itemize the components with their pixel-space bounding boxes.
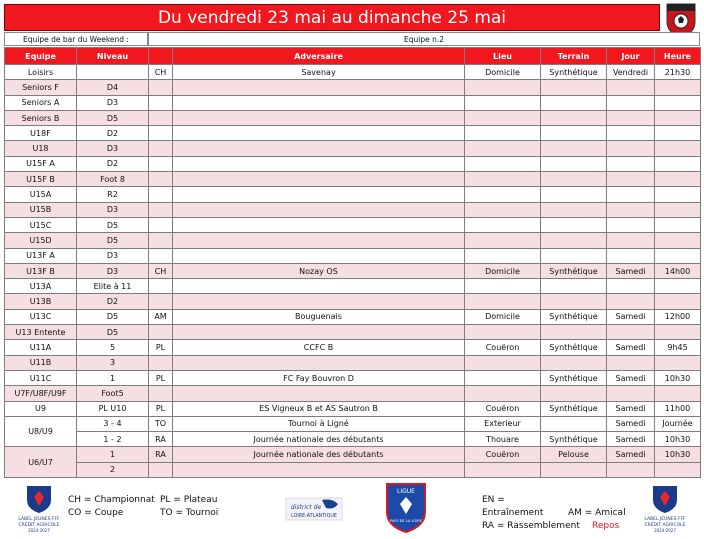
table-row [5,279,701,294]
cell-adversaire [173,187,465,202]
cell-code [149,126,173,141]
cell-jour [607,95,655,110]
cell-jour [607,110,655,125]
cell-adversaire [173,110,465,125]
cell-equipe: U18 [5,141,77,156]
cell-jour [607,325,655,340]
cell-jour [607,279,655,294]
table-row [5,233,701,248]
cell-niveau: Foot 8 [77,172,149,187]
cell-jour: Samedi [607,340,655,355]
cell-lieu: Domicile [465,263,541,278]
cell-lieu: Domicile [465,65,541,80]
cell-equipe: U15F B [5,172,77,187]
table-row [5,248,701,263]
svg-text:2024-2027: 2024-2027 [28,528,50,533]
cell-jour [607,172,655,187]
cell-adversaire [173,462,465,477]
legend-en: EN = Entraînement [482,495,544,518]
cell-niveau: D2 [77,156,149,171]
svg-text:LABEL JEUNES FFF: LABEL JEUNES FFF [644,517,686,522]
cell-niveau: D5 [77,217,149,232]
svg-text:PAYS DE LA LOIRE: PAYS DE LA LOIRE [389,519,423,523]
cell-adversaire [173,126,465,141]
cell-lieu [465,217,541,232]
cell-jour [607,248,655,263]
fff-label-logo-right [644,484,686,536]
cell-lieu [465,141,541,156]
cell-terrain [541,126,607,141]
cell-code: CH [149,65,173,80]
cell-niveau: D5 [77,325,149,340]
cell-equipe: U15F A [5,156,77,171]
cell-jour: Samedi [607,432,655,447]
cell-niveau: D3 [77,95,149,110]
legend-pl: PL = Plateau [160,495,218,505]
cell-code [149,325,173,340]
cell-code [149,110,173,125]
cell-equipe: U15D [5,233,77,248]
cell-code [149,80,173,95]
cell-lieu: Exterieur [465,416,541,431]
legend-left [68,494,218,520]
cell-niveau: Foot5 [77,386,149,401]
cell-heure [655,325,701,340]
col-header-equipe: Equipe [5,48,77,65]
col-header-code [149,48,173,65]
table-row [5,432,701,447]
cell-lieu: Thouare [465,432,541,447]
cell-terrain [541,248,607,263]
district-loire-atlantique-logo [286,494,342,524]
legend-am: AM = Amical [568,508,626,518]
cell-lieu [465,386,541,401]
cell-niveau [77,65,149,80]
cell-niveau: R2 [77,187,149,202]
cell-terrain [541,110,607,125]
cell-adversaire [173,202,465,217]
cell-code [149,156,173,171]
col-header-heure: Heure [655,48,701,65]
cell-terrain [541,202,607,217]
cell-lieu [465,462,541,477]
cell-code [149,355,173,370]
table-row [5,309,701,324]
cell-niveau: 2 [77,462,149,477]
col-header-adversaire: Adversaire [173,48,465,65]
cell-code [149,187,173,202]
cell-code [149,248,173,263]
cell-terrain: Synthétique [541,370,607,385]
cell-heure: 9h45 [655,340,701,355]
cell-adversaire: ES Vigneux B et AS Sautron B [173,401,465,416]
table-row [5,110,701,125]
cell-heure: 21h30 [655,65,701,80]
cell-equipe: U13A [5,279,77,294]
cell-heure [655,141,701,156]
cell-niveau: D3 [77,263,149,278]
cell-heure [655,217,701,232]
cell-lieu [465,294,541,309]
cell-lieu [465,370,541,385]
cell-terrain [541,80,607,95]
svg-text:LIGUE: LIGUE [397,488,415,495]
cell-lieu [465,248,541,263]
footer [0,478,704,539]
cell-niveau: 1 [77,447,149,462]
cell-adversaire [173,294,465,309]
svg-text:CRÉDIT AGRICOLE: CRÉDIT AGRICOLE [644,523,686,528]
cell-code [149,462,173,477]
cell-code: PL [149,401,173,416]
cell-lieu [465,95,541,110]
table-row [5,156,701,171]
page-title: Du vendredi 23 mai au dimanche 25 mai [4,4,660,31]
cell-equipe: U8/U9 [5,416,77,447]
table-row [5,172,701,187]
cell-equipe: Seniors B [5,110,77,125]
cell-equipe: U15B [5,202,77,217]
cell-code: PL [149,340,173,355]
cell-lieu [465,202,541,217]
cell-equipe: U11B [5,355,77,370]
col-header-jour: Jour [607,48,655,65]
cell-lieu [465,172,541,187]
cell-adversaire [173,172,465,187]
svg-text:LOIRE-ATLANTIQUE: LOIRE-ATLANTIQUE [291,514,337,519]
table-row [5,462,701,477]
cell-adversaire: Tournoi à Ligné [173,416,465,431]
cell-terrain [541,156,607,171]
cell-code [149,294,173,309]
cell-equipe: U13C [5,309,77,324]
cell-equipe: Loisirs [5,65,77,80]
cell-heure [655,279,701,294]
cell-terrain [541,187,607,202]
cell-jour: Samedi [607,263,655,278]
cell-terrain [541,217,607,232]
cell-jour [607,386,655,401]
cell-adversaire [173,325,465,340]
cell-terrain: Synthétique [541,65,607,80]
cell-adversaire: CCFC B [173,340,465,355]
cell-terrain [541,172,607,187]
cell-heure: 10h30 [655,432,701,447]
cell-lieu: Couëron [465,340,541,355]
cell-equipe: Seniors F [5,80,77,95]
cell-terrain [541,95,607,110]
table-row [5,202,701,217]
cell-jour [607,462,655,477]
fff-label-logo-left [18,484,60,536]
cell-heure [655,80,701,95]
table-row [5,263,701,278]
fff-logo-text: LABEL JEUNES FFF [18,517,60,522]
cell-heure: 12h00 [655,309,701,324]
cell-heure [655,95,701,110]
cell-lieu [465,325,541,340]
cell-code [149,141,173,156]
table-row [5,217,701,232]
cell-niveau: D2 [77,126,149,141]
cell-heure: Journée [655,416,701,431]
table-row [5,294,701,309]
cell-niveau: 1 [77,370,149,385]
table-row [5,325,701,340]
cell-niveau: D2 [77,294,149,309]
cell-terrain [541,462,607,477]
cell-lieu [465,126,541,141]
cell-equipe: U18F [5,126,77,141]
cell-adversaire: Nozay OS [173,263,465,278]
cell-heure: 14h00 [655,263,701,278]
schedule-table [4,47,701,478]
legend-co: CO = Coupe [68,508,124,518]
cell-code: PL [149,370,173,385]
cell-lieu [465,279,541,294]
cell-heure [655,110,701,125]
cell-lieu [465,110,541,125]
cell-code [149,217,173,232]
cell-adversaire: Journée nationale des débutants [173,447,465,462]
cell-jour: Samedi [607,401,655,416]
cell-heure [655,248,701,263]
cell-equipe: U11A [5,340,77,355]
cell-terrain [541,355,607,370]
legend-right [482,494,626,533]
cell-terrain: Synthétique [541,432,607,447]
cell-lieu: Domicile [465,309,541,324]
weekend-bar-team-label: Equipe de bar du Weekend : [4,32,148,46]
cell-adversaire [173,386,465,401]
cell-code: RA [149,432,173,447]
cell-terrain [541,294,607,309]
cell-adversaire [173,233,465,248]
cell-code [149,233,173,248]
team-number-label: Equipe n.2 [148,32,700,46]
cell-code [149,386,173,401]
cell-heure [655,172,701,187]
cell-heure [655,462,701,477]
cell-adversaire [173,95,465,110]
cell-adversaire [173,355,465,370]
cell-jour [607,355,655,370]
col-header-terrain: Terrain [541,48,607,65]
cell-heure: 11h00 [655,401,701,416]
cell-niveau: 3 - 4 [77,416,149,431]
cell-jour: Samedi [607,370,655,385]
cell-terrain: Synthétique [541,401,607,416]
cell-jour [607,233,655,248]
cell-equipe: U11C [5,370,77,385]
legend-to: TO = Tournoi [160,508,219,518]
cell-lieu [465,355,541,370]
cell-jour [607,80,655,95]
cell-niveau: 5 [77,340,149,355]
cell-equipe: U15C [5,217,77,232]
cell-jour: Samedi [607,309,655,324]
cell-jour [607,141,655,156]
cell-jour: Samedi [607,416,655,431]
cell-adversaire [173,141,465,156]
cell-heure [655,355,701,370]
cell-terrain: Synthétique [541,263,607,278]
table-row [5,370,701,385]
ligue-pays-de-la-loire-logo [384,482,428,534]
cell-equipe: U13B [5,294,77,309]
cell-jour [607,187,655,202]
cell-code: CH [149,263,173,278]
cell-code: TO [149,416,173,431]
cell-niveau: 3 [77,355,149,370]
cell-code [149,95,173,110]
table-row [5,416,701,431]
cell-lieu [465,156,541,171]
cell-jour [607,202,655,217]
cell-lieu: Couëron [465,447,541,462]
cell-equipe: U9 [5,401,77,416]
cell-equipe: U13F B [5,263,77,278]
cell-jour [607,156,655,171]
cell-heure [655,233,701,248]
cell-code: RA [149,447,173,462]
cell-adversaire [173,217,465,232]
table-row [5,355,701,370]
cell-niveau: D3 [77,202,149,217]
cell-niveau: 1 - 2 [77,432,149,447]
table-row [5,187,701,202]
cell-niveau: D5 [77,233,149,248]
cell-terrain [541,416,607,431]
cell-equipe: U13F A [5,248,77,263]
cell-adversaire: Journée nationale des débutants [173,432,465,447]
legend-ra: RA = Rassemblement [482,521,580,531]
table-row [5,80,701,95]
cell-heure [655,126,701,141]
cell-adversaire [173,279,465,294]
cell-jour [607,294,655,309]
cell-equipe: Seniors A [5,95,77,110]
cell-code: AM [149,309,173,324]
table-row [5,340,701,355]
table-row [5,95,701,110]
cell-niveau: D3 [77,141,149,156]
cell-heure: 10h30 [655,447,701,462]
cell-lieu [465,187,541,202]
cell-heure [655,187,701,202]
cell-niveau: PL U10 [77,401,149,416]
cell-equipe: U6/U7 [5,447,77,478]
cell-code [149,202,173,217]
svg-text:2024-2027: 2024-2027 [654,528,676,533]
cell-jour [607,217,655,232]
cell-adversaire [173,248,465,263]
cell-lieu: Couëron [465,401,541,416]
cell-terrain [541,233,607,248]
cell-equipe: U7F/U8F/U9F [5,386,77,401]
cell-niveau: D4 [77,80,149,95]
cell-terrain: Synthétique [541,309,607,324]
table-row [5,447,701,462]
cell-terrain [541,279,607,294]
table-header-row [5,48,701,65]
cell-lieu [465,233,541,248]
cell-adversaire: Savenay [173,65,465,80]
cell-adversaire: Bouguenais [173,309,465,324]
cell-equipe: U13 Entente [5,325,77,340]
svg-text:CRÉDIT AGRICOLE: CRÉDIT AGRICOLE [18,523,60,528]
cell-niveau: Elite à 11 [77,279,149,294]
col-header-lieu: Lieu [465,48,541,65]
cell-adversaire [173,80,465,95]
cell-jour [607,126,655,141]
cell-terrain: Synthétique [541,340,607,355]
cell-heure [655,386,701,401]
cell-niveau: D3 [77,248,149,263]
cell-code [149,279,173,294]
legend-repos: Repos [592,521,620,531]
cell-equipe: U15A [5,187,77,202]
cell-heure [655,156,701,171]
table-row [5,401,701,416]
table-row [5,126,701,141]
cell-terrain [541,386,607,401]
table-row [5,65,701,80]
cell-heure: 10h30 [655,370,701,385]
cell-jour: Vendredi [607,65,655,80]
cell-terrain [541,325,607,340]
cell-code [149,172,173,187]
table-row [5,386,701,401]
cell-heure [655,202,701,217]
col-header-niveau: Niveau [77,48,149,65]
table-row [5,141,701,156]
cell-jour: Samedi [607,447,655,462]
cell-niveau: D5 [77,110,149,125]
cell-niveau: D5 [77,309,149,324]
cell-terrain: Pelouse [541,447,607,462]
cell-adversaire [173,156,465,171]
legend-ch: CH = Championnat [68,495,155,505]
svg-text:district de: district de [290,504,322,511]
cell-lieu [465,80,541,95]
cell-heure [655,294,701,309]
cell-adversaire: FC Fay Bouvron D [173,370,465,385]
cell-terrain [541,141,607,156]
